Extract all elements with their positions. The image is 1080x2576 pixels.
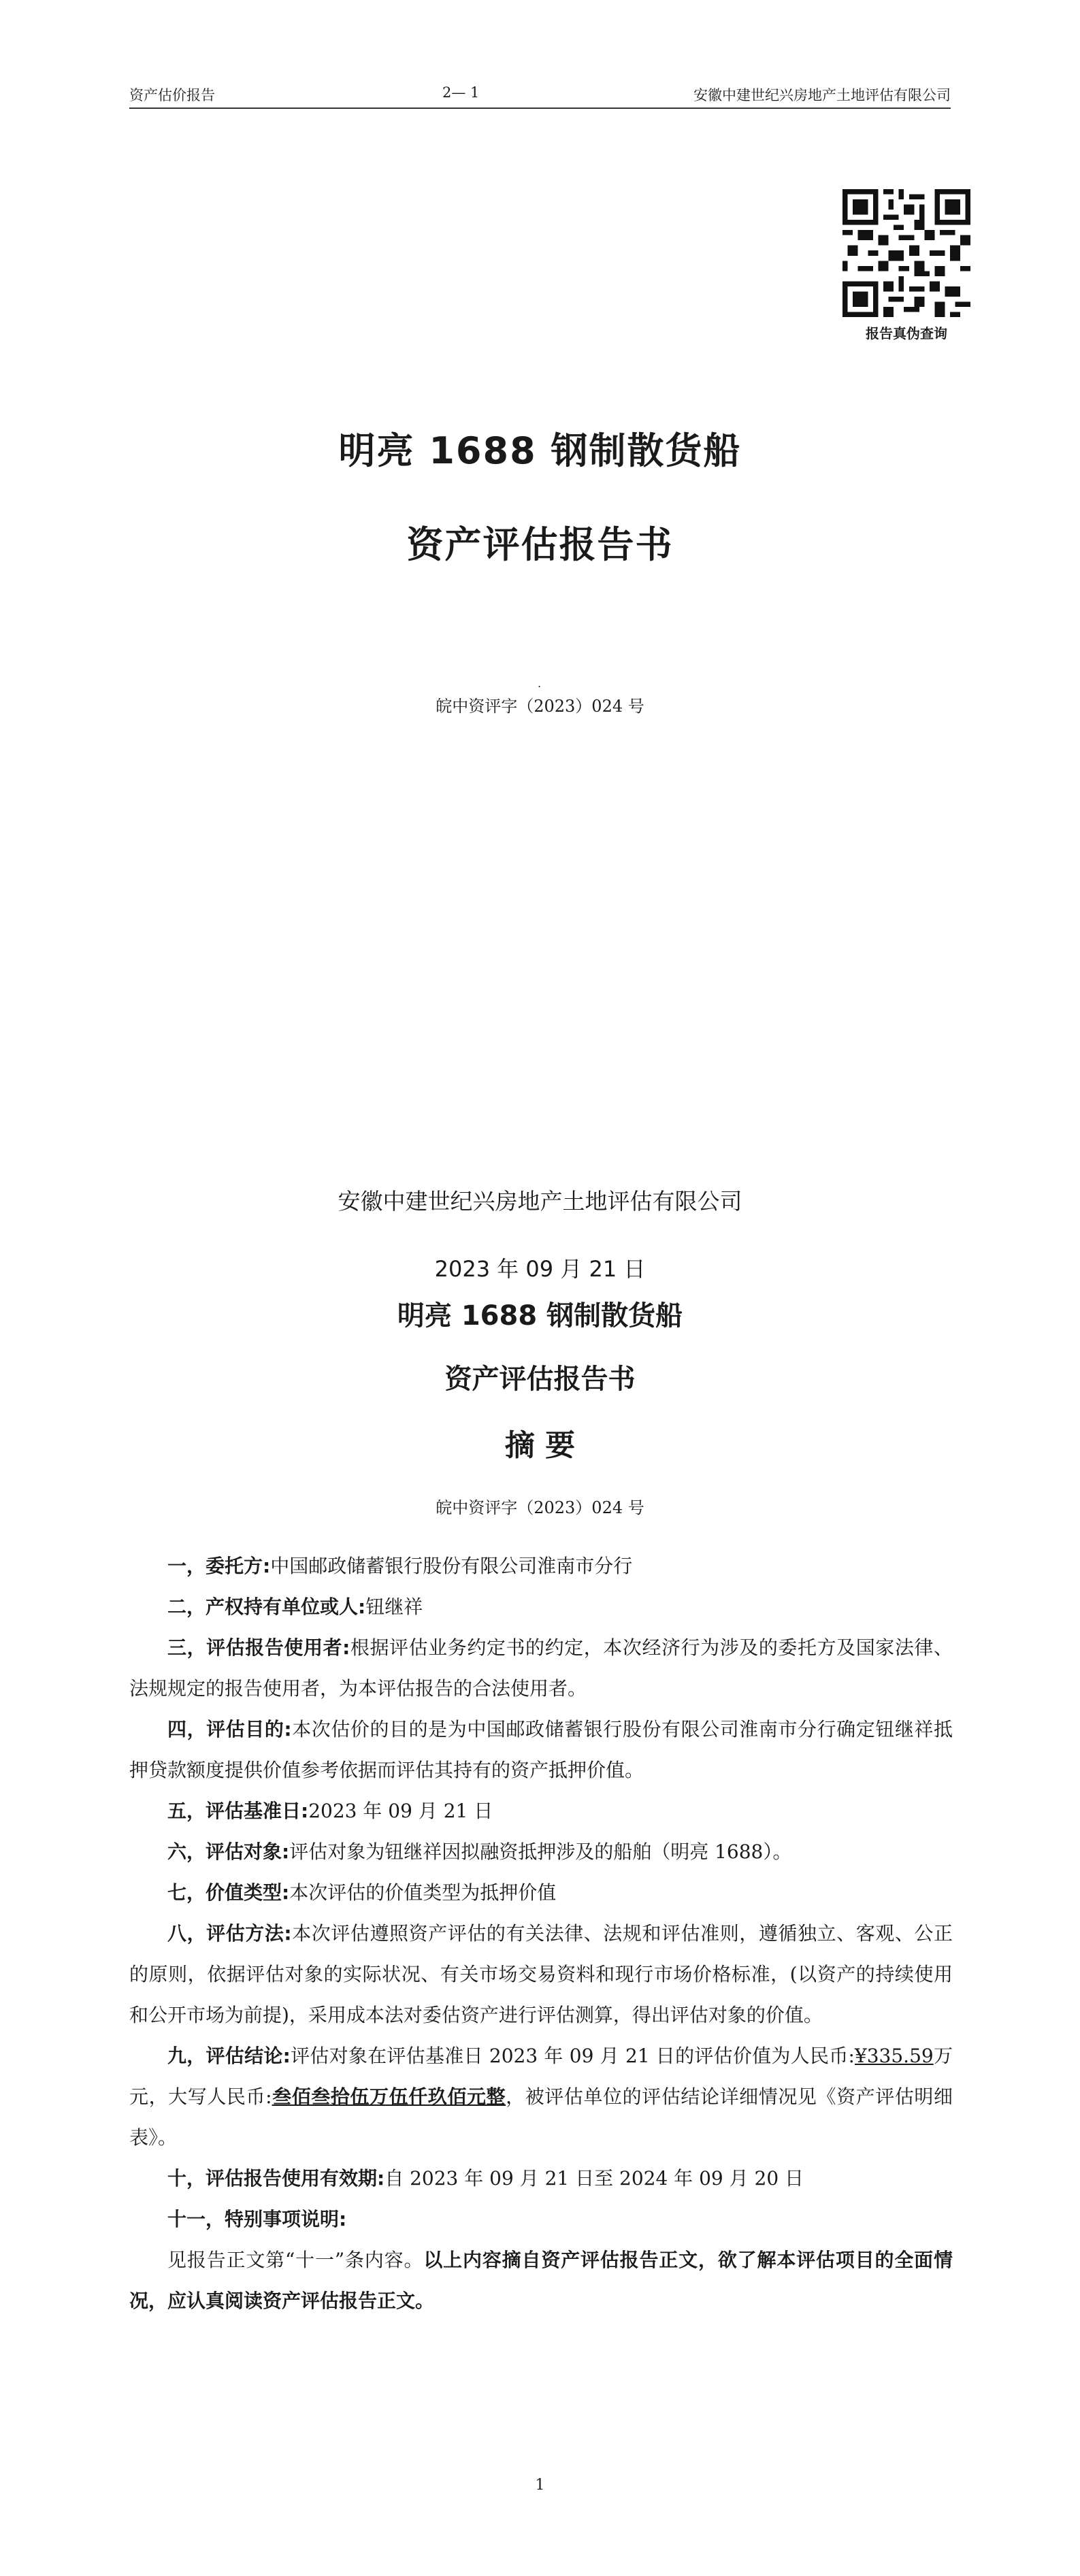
cover-company: 安徽中建世纪兴房地产土地评估有限公司 [338, 1188, 742, 1215]
qr-caption: 报告真伪查询 [866, 325, 947, 342]
item-purpose: 四，评估目的:本次估价的目的是为中国邮政储蓄银行股份有限公司淮南市分行确定钮继祥抵押贷款额度提供价值参考依据而评估其持有的资产抵押价值。 [129, 1718, 953, 1781]
item-owner: 二，产权持有单位或人:钮继祥 [167, 1596, 423, 1618]
cover-title-line1: 明亮 1688 钢制散货船 [338, 429, 742, 472]
item-client: 一，委托方:中国邮政储蓄银行股份有限公司淮南市分行 [167, 1555, 633, 1577]
header-page-ref: 2— 1 [442, 84, 480, 101]
item-validity: 十，评估报告使用有效期:自 2023 年 09 月 21 日至 2024 年 09 月 20 日 [167, 2167, 804, 2190]
item-method: 八，评估方法:本次评估遵照资产评估的有关法律、法规和评估准则，遵循独立、客观、公正的原则，依据评估对象的实际状况、有关市场交易资料和现行市场价格标准，(以资产的持续使用和公开市场为前提)，采用成本法对委估资产进行评估测算，得出评估对象的价值。 [129, 1922, 953, 2026]
qr-code-icon[interactable] [842, 189, 970, 317]
item-users: 三，评估报告使用者:根据评估业务约定书的约定，本次经济行为涉及的委托方及国家法律、法规规定的报告使用者，为本评估报告的合法使用者。 [129, 1636, 953, 1700]
item-base-date: 五，评估基准日:2023 年 09 月 21 日 [167, 1800, 493, 1822]
header-left: 资产估价报告 [129, 87, 215, 103]
header-company: 安徽中建世纪兴房地产土地评估有限公司 [693, 87, 951, 103]
item-special-text: 见报告正文第“十一”条内容。以上内容摘自资产评估报告正文，欲了解本评估项目的全面情况，应认真阅读资产评估报告正文。 [129, 2249, 953, 2312]
item-value-type: 七，价值类型:本次评估的价值类型为抵押价值 [167, 1881, 557, 1904]
cover-report-number: 皖中资评字（2023）024 号 [436, 697, 644, 716]
amount-figure: ¥335.59 [854, 2045, 934, 2067]
summary-abstract-heading: 摘 要 [504, 1428, 576, 1463]
summary-body [129, 1546, 953, 2322]
cover-title-line2: 资产评估报告书 [406, 523, 674, 566]
summary-title2: 资产评估报告书 [444, 1364, 636, 1395]
page-header [129, 80, 951, 109]
stray-dot: . [538, 677, 542, 690]
item-special-heading: 十一，特别事项说明: [167, 2208, 347, 2230]
summary-report-number: 皖中资评字（2023）024 号 [436, 1498, 644, 1517]
summary-title1: 明亮 1688 钢制散货船 [397, 1300, 683, 1332]
cover-date: 2023 年 09 月 21 日 [434, 1256, 646, 1282]
page-number: 1 [535, 2477, 545, 2494]
item-object: 六，评估对象:评估对象为钮继祥因拟融资抵押涉及的船舶（明亮 1688）。 [167, 1840, 792, 1863]
amount-words: 叁佰叁拾伍万伍仟玖佰元整 [272, 2085, 506, 2108]
item-conclusion: 九，评估结论:评估对象在评估基准日 2023 年 09 月 21 日的评估价值为人民币:¥335.59万元，大写人民币:叁佰叁拾伍万伍仟玖佰元整，被评估单位的评估结论详细情况见《资产评估明细表》。 [129, 2045, 953, 2149]
